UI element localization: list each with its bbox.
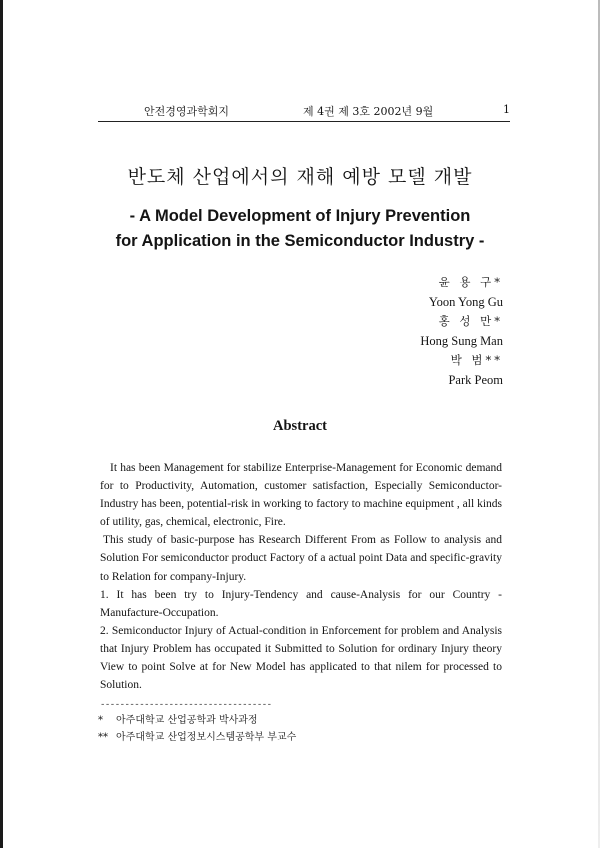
abstract-paragraph: 1. It has been try to Injury-Tendency and cause-Analysis for our Country -Manufacture-Occupation. [100, 588, 502, 619]
author-korean-name: 박 범** [450, 353, 503, 367]
author-korean-name: 홍 성 만* [438, 314, 503, 328]
title-korean: 반도체 산업에서의 재해 예방 모델 개발 [127, 166, 473, 188]
footnote-mark: * [98, 715, 103, 726]
footnote-mark: ** [98, 732, 108, 743]
footnote-text: 아주대학교 산업정보시스템공학부 부교수 [116, 732, 297, 743]
abstract-paragraph: It has been Management for stabilize Enterprise-Management for Economic demand for to Productivity, Automation, customer satisfaction, Especially Semiconductor-Industry has been, potential-risk in working to factory to machine equipment , all kinds of utility, gas, chemical, electronic, Fire. [100, 462, 502, 529]
author-english-name: Hong Sung Man [420, 333, 503, 348]
author-korean-name: 윤 용 구* [438, 275, 503, 289]
footnote-text: 아주대학교 산업공학과 박사과정 [116, 715, 258, 726]
abstract-paragraph: 2. Semiconductor Injury of Actual-condition in Enforcement for problem and Analysis that Injury Problem has occupated it Submitted to Solution for ordinary Injury theory View to point Solve at for New Model has applicated to that nilem for processed to Solution. [100, 624, 502, 692]
abstract-heading: Abstract [273, 418, 327, 434]
author-english-name: Park Peom [448, 372, 503, 387]
issue-info: 제 4권 제 3호 2002년 9월 [303, 105, 434, 118]
abstract-body [100, 459, 502, 694]
header-rule [98, 121, 510, 122]
footnote-item [98, 729, 296, 746]
footnotes [98, 712, 296, 746]
title-english-line2: for Application in the Semiconductor Industry - [115, 232, 485, 250]
abstract-paragraph: This study of basic-purpose has Research Different From as Follow to analysis and Solution For semiconductor product Factory of a actual point Data and specific-gravity to Relation for company-Injury. [100, 534, 502, 583]
author-list [420, 273, 503, 390]
title-english [0, 204, 600, 254]
footnote-item [98, 712, 296, 729]
author-english-name: Yoon Yong Gu [428, 294, 503, 309]
title-english-line1: - A Model Development of Injury Prevention [129, 207, 471, 225]
page-number: 1 [503, 103, 510, 116]
running-header [98, 103, 510, 119]
footnote-separator: ----------------------------------- [100, 700, 272, 710]
journal-name: 안전경영과학회지 [144, 105, 230, 118]
